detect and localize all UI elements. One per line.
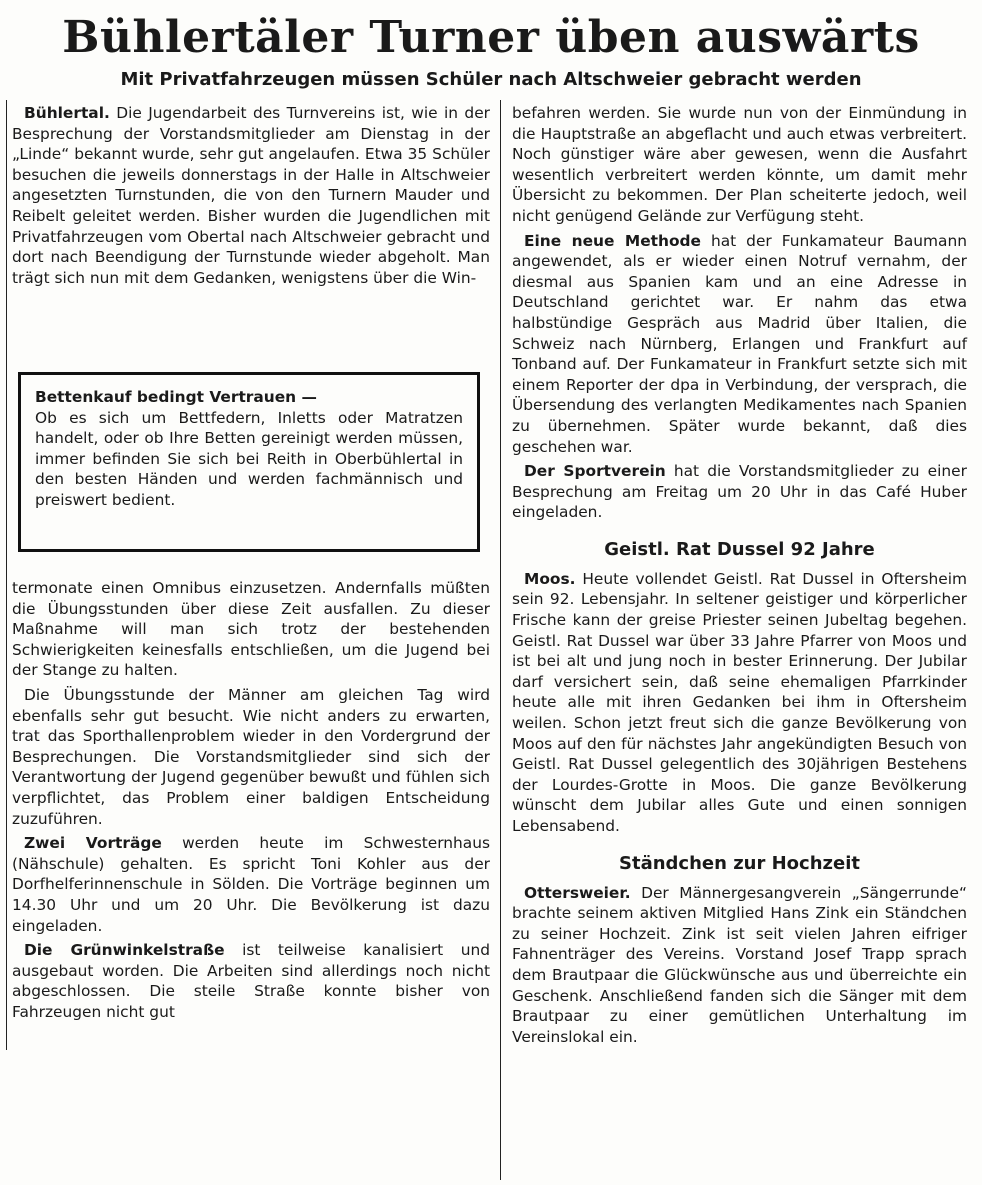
ad-title: Bettenkauf bedingt Vertrauen — — [35, 388, 317, 406]
advertisement-box — [18, 372, 480, 552]
paragraph-text: Die Übungsstunde der Männer am gleichen Tag wird ebenfalls sehr gut besucht. Wie nicht anders zu erwarten, trat das Sporthallenproblem wieder in den Vordergrund der Besprechungen. Die Vorstandsmitglieder sind sich der Verantwortung der Jugend gegenüber bewußt und fühlen sich verpflichtet, das Problem einer baldigen Entscheidung zuzuführen. — [12, 685, 490, 828]
paragraph-lead: Eine neue Methode — [524, 231, 701, 250]
paragraph-text: hat der Funkamateur Baumann angewendet, als er wieder einen Notruf vernahm, der diesmal aus Spanien kam und an eine Adresse in Deutschland gerichtet war. Er nahm das etwa halbstündige Gespräch aus Madrid über Italien, die Schweiz nach Nürnberg, Erlangen und Frankfurt auf Tonband auf. Der Funkamateur in Frankfurt setzte sich mit einem Reporter der dpa in Verbindung, der versprach, die Übersendung des verlangten Medikamentes nach Spanien zu übernehmen. Später wurde bekannt, daß dies geschehen war. — [512, 231, 967, 456]
paragraph-lead: Die Grünwinkelstraße — [24, 941, 225, 960]
article-paragraph — [12, 940, 490, 1022]
paragraph-text: termonate einen Omnibus einzusetzen. Andernfalls müßten die Übungsstunden über diese Zeit ausfallen. Zu dieser Maßnahme will man sich trotz der bestehenden Schwierigkeiten keinesfalls entschließen, um die Jugend bei der Stange zu halten. — [12, 579, 490, 680]
paragraph-text: befahren werden. Sie wurde nun von der Einmündung in die Hauptstraße an abgeflacht und auch etwas verbreitert. Noch günstiger wäre aber gewesen, wenn die Ausfahrt wesentlich verbreitert werden könnte, um damit mehr Übersicht zu bekommen. Der Plan scheiterte jedoch, weil nicht genügend Gelände zur Verfügung steht. — [512, 104, 967, 225]
article-paragraph — [12, 685, 490, 829]
article-paragraph — [512, 569, 967, 837]
paragraph-text: Heute vollendet Geistl. Rat Dussel in Oftersheim sein 92. Lebensjahr. In seltener geistiger und körperlicher Frische kann der greise Priester seinen Jubeltag begehen. Geistl. Rat Dussel war über 33 Jahre Pfarrer von Moos und ist bei alt und jung noch in bester Erinnerung. Der Jubilar darf versichert sein, daß seine ehemaligen Pfarrkinder heute alle mit ihren Gedanken bei ihm in Oftersheim weilen. Schon jetzt freut sich die ganze Bevölkerung von Moos auf den für nächstes Jahr angekündigten Besuch von Geistl. Rat Dussel gelegentlich des 30jährigen Bestehens der Lourdes-Grotte in Moos. Die ganze Bevölkerung wünscht dem Jubilar alles Gute und einen sonnigen Lebensabend. — [512, 569, 967, 835]
paragraph-text: Der Männergesangverein „Sängerrunde“ brachte seinem aktiven Mitglied Hans Zink ein Ständchen zu seiner Hochzeit. Zink ist seit vielen Jahren eifriger Fahnenträger des Vereins. Vorstand Josef Trapp sprach dem Brautpaar die Glückwünsche aus und überreichte ein Geschenk. Anschließend fanden sich die Sänger mit dem Brautpaar zu einer gemütlichen Unterhaltung im Vereinslokal ein. — [512, 883, 967, 1046]
section-hochzeit-body — [512, 883, 967, 1048]
article-paragraph — [12, 578, 490, 681]
section-title-dussel: Geistl. Rat Dussel 92 Jahre — [604, 538, 875, 560]
paragraph-text: werden heute im Schwesternhaus (Nähschule) gehalten. Es spricht Toni Kohler aus der Dorfhelferinnenschule in Sölden. Die Vorträge beginnen um 14.30 Uhr und um 20 Uhr. Die Bevölkerung ist dazu eingeladen. — [12, 834, 490, 935]
left-column-rule — [6, 100, 7, 1050]
paragraph-text: ist teilweise kanalisiert und ausgebaut worden. Die Arbeiten sind allerdings noch nicht abgeschlossen. Die steile Straße konnte bisher von Fahrzeugen nicht gut — [12, 941, 490, 1021]
left-column-top — [12, 103, 490, 292]
right-column-top — [512, 103, 967, 523]
paragraph-lead: Zwei Vorträge — [24, 834, 162, 853]
article-paragraph — [512, 461, 967, 523]
article-paragraph — [12, 103, 490, 288]
paragraph-lead: Bühlertal. — [24, 104, 110, 122]
article-paragraph — [512, 231, 967, 458]
paragraph-text: Die Jugendarbeit des Turnvereins ist, wie in der Besprechung der Vorstandsmitglieder am Dienstag in der „Linde“ bekannt wurde, sehr gut angelaufen. Etwa 35 Schüler besuchen die jeweils donnerstags in der Halle in Altschweier angesetzten Turnstunden, die von den Turnern Mauder und Reibelt geleitet werden. Bisher wurden die Jugendlichen mit Privatfahrzeugen vom Obertal nach Altschweier gebracht und dort nach Beendigung der Turnstunde wieder abgeholt. Man trägt sich nun mit dem Gedanken, wenigstens über die Win- — [12, 104, 490, 287]
ad-text: Ob es sich um Bettfedern, Inletts oder Matratzen handelt, oder ob Ihre Betten gereinigt werden müssen, immer befinden Sie sich bei Reith in Oberbühlertal in den besten Händen und werden fachmännisch und preiswert bedient. — [35, 408, 463, 509]
paragraph-lead: Ottersweier. — [524, 883, 631, 902]
paragraph-lead: Der Sportverein — [524, 462, 666, 481]
right-column — [512, 103, 967, 1051]
section-dussel-body — [512, 569, 967, 837]
article-paragraph — [12, 833, 490, 936]
paragraph-lead: Moos. — [524, 569, 576, 588]
article-paragraph — [512, 883, 967, 1048]
left-column-bottom — [12, 578, 490, 1026]
article-paragraph — [512, 103, 967, 227]
subheadline: Mit Privatfahrzeugen müssen Schüler nach Altschweier gebracht werden — [120, 69, 862, 90]
section-title-hochzeit: Ständchen zur Hochzeit — [619, 852, 860, 874]
paragraph-text: hat die Vorstandsmitglieder zu einer Besprechung am Freitag um 20 Uhr in das Café Huber eingeladen. — [512, 462, 967, 522]
headline: Bühlertäler Turner üben auswärts — [62, 12, 920, 63]
column-divider — [500, 100, 501, 1180]
